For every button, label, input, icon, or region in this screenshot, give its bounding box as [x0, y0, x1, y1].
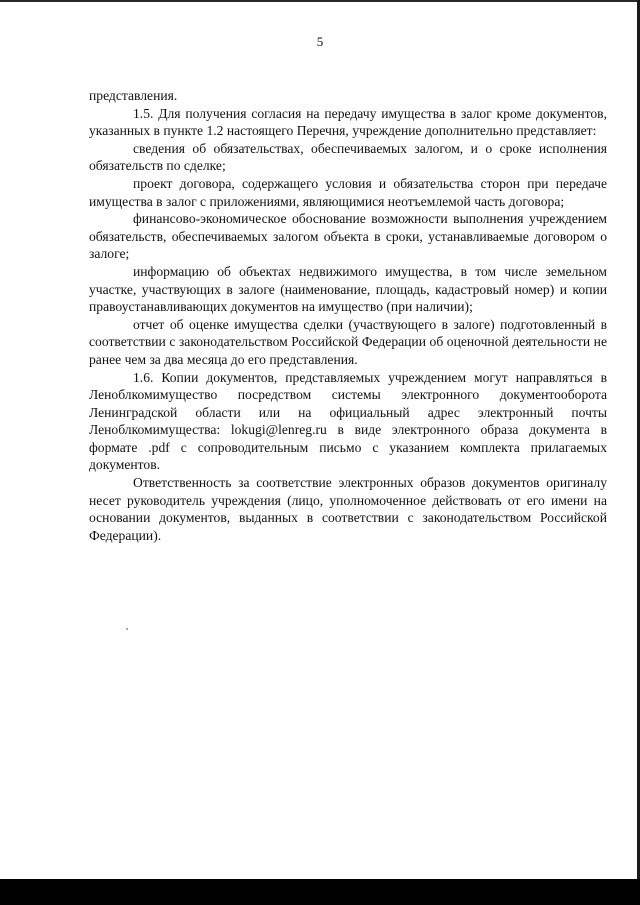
paragraph-responsibility: Ответственность за соответствие электронных образов документов оригиналу несет руководитель учреждения (лицо, уполномоченное действовать от его имени на основании документов, выданных в соответствии с законодательством Российской Федерации).: [89, 475, 607, 543]
paragraph-contract-draft: проект договора, содержащего условия и обязательства сторон при передаче имущества в залог с приложениями, являющимися неотъемлемой часть договора;: [89, 175, 607, 209]
document-body: [89, 87, 607, 544]
paragraph-valuation-report: отчет об оценке имущества сделки (участвующего в залоге) подготовленный в соответствии с законодательством Российской Федерации об оценочной деятельности не ранее чем за два месяца до его представления.: [89, 316, 607, 367]
paragraph-financial-justification: финансово-экономическое обоснование возможности выполнения учреждением обязательств, обеспечиваемых залогом объекта в сроки, устанавливаемые договором о залоге;: [89, 211, 607, 262]
paragraph-real-estate-info: информацию об объектах недвижимого имущества, в том числе земельном участке, участвующих в залоге (наименование, площадь, кадастровый номер) и копии правоустанавливающих документов на имущество (при наличии);: [89, 263, 607, 315]
paragraph-obligations-info: сведения об обязательствах, обеспечиваемых залогом, и о сроке исполнения обязательств по сделке;: [89, 140, 607, 174]
paragraph-item-1-5: 1.5. Для получения согласия на передачу имущества в залог кроме документов, указанных в пункте 1.2 настоящего Перечня, учреждение дополнительно представляет:: [89, 105, 607, 139]
page-number: 5: [316, 34, 324, 49]
scan-speck: [126, 628, 128, 630]
scan-bottom-edge: [0, 879, 640, 905]
paragraph-item-1-6: 1.6. Копии документов, представляемых учреждением могут направляться в Леноблкомимущество посредством системы электронного документооборота Ленинградской области или на официальный адрес электронный почты Леноблкомимущества: lokugi@lenreg.ru в виде электронного образа документа в формате .pdf с сопроводительным письмо с указанием комплекта прилагаемых документов.: [89, 369, 607, 473]
scan-top-edge: [0, 0, 640, 2]
paragraph-continuation: представления.: [89, 88, 178, 103]
